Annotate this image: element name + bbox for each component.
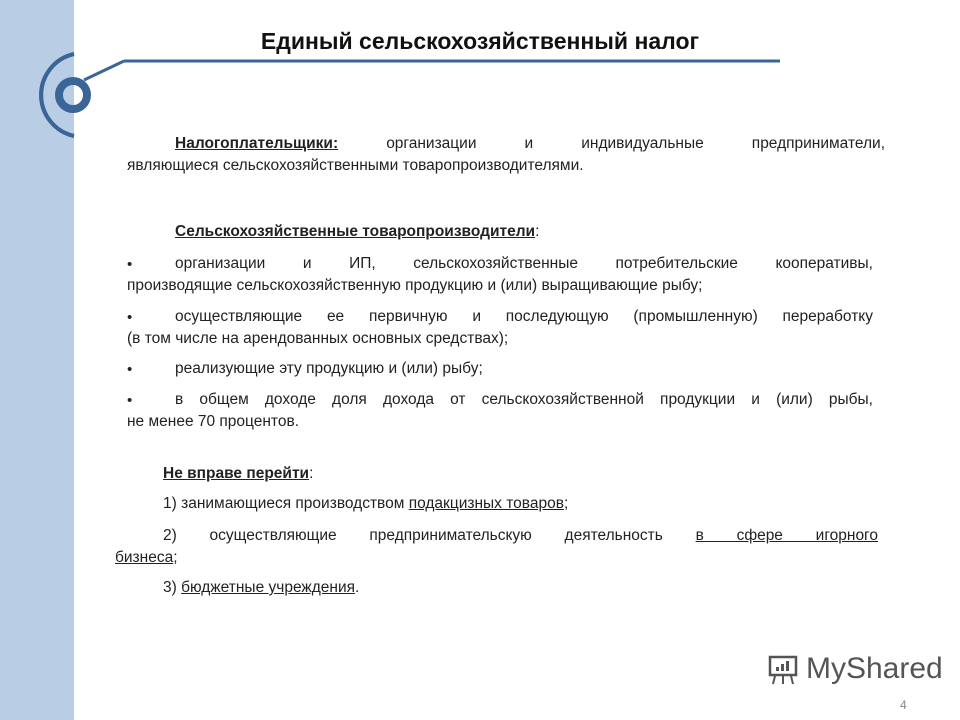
presentation-board-icon [766,652,800,686]
taxpayers-line1: Налогоплательщики: организации и индивидуальные предприниматели, [175,135,886,152]
bullet-icon: • [127,361,133,378]
bullet-icon: • [127,392,133,409]
circle-line-decoration [0,0,960,140]
bullet-1-line1: организации и ИП, сельскохозяйственные потребительские кооперативы, [175,255,873,272]
slide-title: Единый сельскохозяйственный налог [260,28,700,54]
arc-left-icon [0,0,74,140]
watermark-logo: MyShared [766,652,943,686]
producers-heading: Сельскохозяйственные товаропроизводители: [175,223,540,240]
restriction-2-line1: 2) осуществляющие предпринимательскую деятельность в сфере игорного [163,527,878,544]
bullet-1-line2: производящие сельскохозяйственную продукцию и (или) выращивающие рыбу; [127,277,703,294]
restriction-1: 1) занимающиеся производством подакцизных товаров; [163,495,569,512]
bullet-3-line1: реализующие эту продукцию и (или) рыбу; [175,360,483,377]
taxpayers-line2: являющиеся сельскохозяйственными товаропроизводителями. [127,157,584,174]
bullet-2-line2: (в том числе на арендованных основных средствах); [127,330,509,347]
cannot-switch-heading: Не вправе перейти: [163,465,314,482]
bullet-4-line2: не менее 70 процентов. [127,413,300,430]
bullet-4-line1: в общем доходе доля дохода от сельскохозяйственной продукции и (или) рыбы, [175,391,873,408]
restriction-3: 3) бюджетные учреждения. [163,579,360,596]
restriction-2-line2: бизнеса; [115,549,178,566]
bullet-2-line1: осуществляющие ее первичную и последующую (промышленную) переработку [175,308,873,325]
bullet-icon: • [127,256,133,273]
bullet-icon: • [127,309,133,326]
page-number: 4 [900,698,907,712]
